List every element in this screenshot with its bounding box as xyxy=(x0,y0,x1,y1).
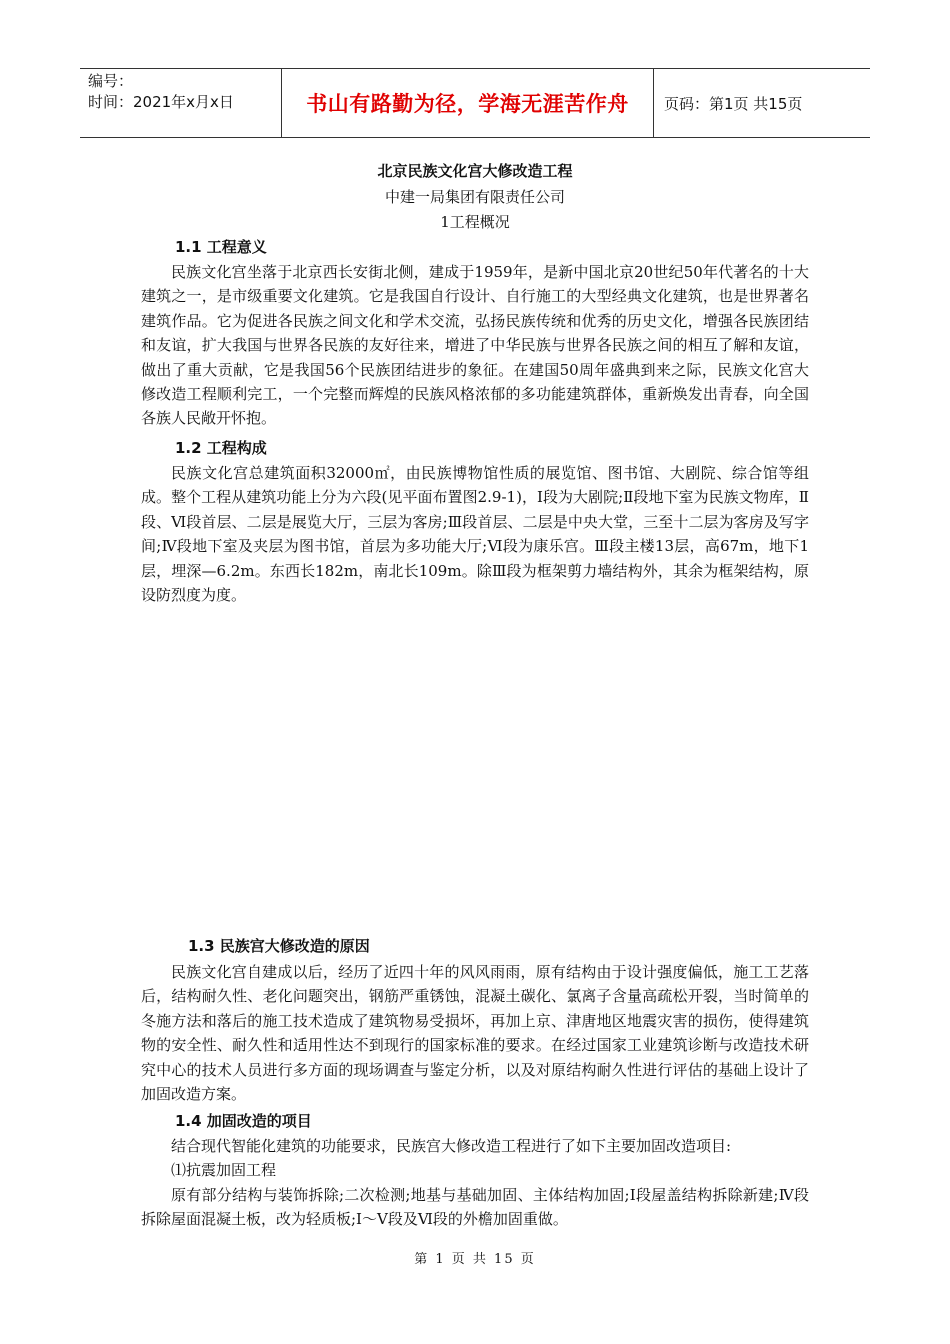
section-heading: 1.1 工程意义 xyxy=(175,238,267,256)
section-heading: 1.2 工程构成 xyxy=(175,439,267,457)
section-paragraph: ⑴抗震加固工程 xyxy=(171,1161,277,1179)
header-motto: 书山有路勤为径，学海无涯苦作舟 xyxy=(282,69,654,137)
document-title: 北京民族文化宫大修改造工程 xyxy=(377,162,573,180)
section-heading: 1.4 加固改造的项目 xyxy=(175,1112,312,1130)
section-paragraph: 民族文化宫坐落于北京西长安街北侧，建成于1959年，是新中国北京20世纪50年代著名的十大建筑之一，是市级重要文化建筑。它是我国自行设计、自行施工的大型经典文化建筑，也是世界著名建筑作品。它为促进各民族之间文化和学术交流，弘扬民族传统和优秀的历史文化，增强各民族团结和友谊，扩大我国与世界各民族的友好往来，增进了中华民族与世界各民族之间的相互了解和友谊，做出了重大贡献，它是我国56个民族团结进步的象征。在建国50周年盛典到来之际，民族文化宫大修改造工程顺利完工，一个完整而辉煌的民族风格浓郁的多功能建筑群体，重新焕发出青春，向全国各族人民敞开怀抱。 xyxy=(141,263,809,428)
chapter-title: 1工程概况 xyxy=(440,213,510,231)
section-heading: 1.3 民族宫大修改造的原因 xyxy=(188,937,370,955)
page-header xyxy=(80,68,870,138)
section-paragraph: 民族文化宫总建筑面积32000㎡，由民族博物馆性质的展览馆、图书馆、大剧院、综合馆等组成。整个工程从建筑功能上分为六段(见平面布置图2.9-1)，Ⅰ段为大剧院;Ⅱ段地下室为民族文物库，Ⅱ段、Ⅵ段首层、二层是展览大厅，三层为客房;Ⅲ段首层、二层是中央大堂，三至十二层为客房及写字间;Ⅳ段地下室及夹层为图书馆，首层为多功能大厅;Ⅵ段为康乐宫。Ⅲ段主楼13层，高67m，地下1层，埋深—6.2m。东西长182m，南北长109m。除Ⅲ段为框架剪力墙结构外，其余为框架结构，原设防烈度为度。 xyxy=(141,464,809,605)
document-number-label: 编号： xyxy=(88,72,134,90)
page-footer: 第 1 页 共 15 页 xyxy=(414,1252,536,1267)
document-time-label: 时间：2021年x月x日 xyxy=(88,93,234,111)
section-paragraph: 原有部分结构与装饰拆除;二次检测;地基与基础加固、主体结构加固;Ⅰ段屋盖结构拆除新建;Ⅳ段拆除屋面混凝土板，改为轻质板;Ⅰ～Ⅴ段及Ⅵ段的外檐加固重做。 xyxy=(141,1186,809,1229)
header-page-info: 页码：第1页 共15页 xyxy=(664,94,803,113)
header-meta-cell xyxy=(80,69,282,137)
company-name: 中建一局集团有限责任公司 xyxy=(384,188,565,206)
section-paragraph: 结合现代智能化建筑的功能要求，民族宫大修改造工程进行了如下主要加固改造项目: xyxy=(171,1137,732,1155)
section-paragraph: 民族文化宫自建成以后，经历了近四十年的风风雨雨，原有结构由于设计强度偏低，施工工艺落后，结构耐久性、老化问题突出，钢筋严重锈蚀，混凝土碳化、氯离子含量高疏松开裂，当时简单的冬施方法和落后的施工技术造成了建筑物易受损坏，再加上京、津唐地区地震灾害的损伤，使得建筑物的安全性、耐久性和适用性达不到现行的国家标准的要求。在经过国家工业建筑诊断与改造技术研究中心的技术人员进行多方面的现场调查与鉴定分析，以及对原结构耐久性进行评估的基础上设计了加固改造方案。 xyxy=(141,963,809,1104)
